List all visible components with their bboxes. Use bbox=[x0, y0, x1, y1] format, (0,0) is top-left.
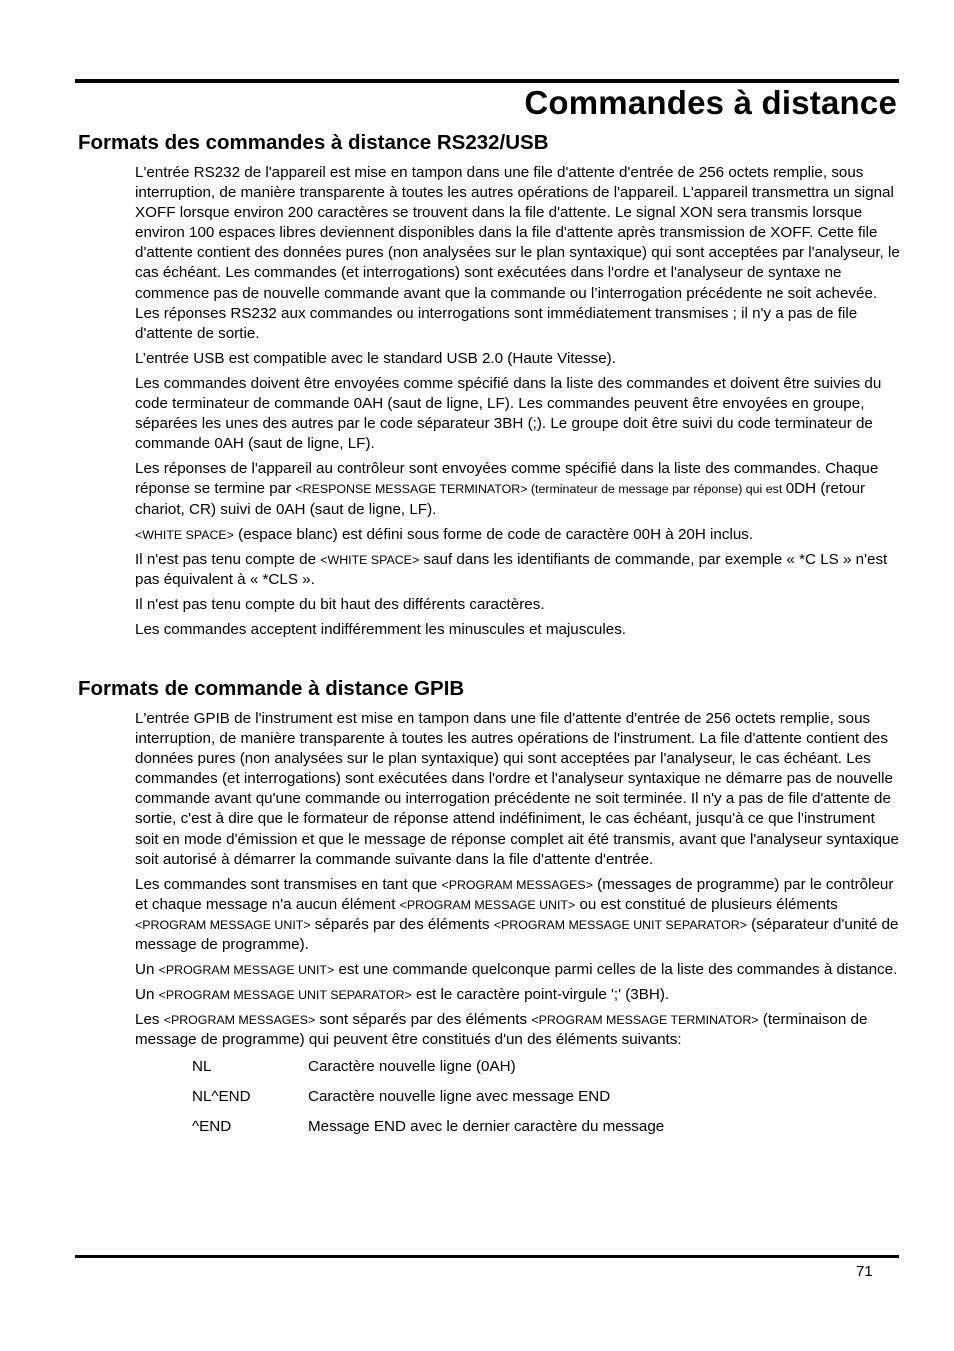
gpib-paragraph-1: L'entrée GPIB de l'instrument est mise en tampon dans une file d'attente d'entrée de 256 octets remplie, sous interruption, de manière transparente à toutes les autres opérations de l'instrument. La file d'attente contient des données pures (non analysées sur le plan syntaxique) qui sont acceptées par l'analyseur, le cas échéant. Les commandes (et interrogations) sont exécutées dans l'ordre et l'analyseur syntaxique ne démarre pas de nouvelle commande avant qu'une commande ou interrogation précédente ne soit terminée. Il n'y a pas de file d'attente de sortie, c'est à dire que le formateur de réponse attend indéfiniment, le cas échéant, jusqu'à ce que l'instrument soit en mode d'émission et que le message de réponse complet ait été transmis, avant que l'analyseur syntaxique soit autorisé à démarrer la commande suivante dans la file d'attente d'entrée. bbox=[135, 710, 899, 868]
gpib-paragraph-4: Un <PROGRAM MESSAGE UNIT SEPARATOR> est le caractère point-virgule ';' (3BH). bbox=[135, 986, 670, 1004]
gpib-paragraph-5: Les <PROGRAM MESSAGES> sont séparés par des éléments <PROGRAM MESSAGE TERMINATOR> (terminaison de message de programme) qui peuvent être constitués d'un des éléments suivants: bbox=[135, 1011, 868, 1049]
rs232-paragraph-4: Les réponses de l'appareil au contrôleur sont envoyées comme spécifié dans la liste des commandes. Chaque réponse se termine par <RESPONSE MESSAGE TERMINATOR> (terminateur de message par réponse) qui est 0DH (retour chariot, CR) suivi de 0AH (saut de ligne, LF). bbox=[135, 460, 879, 518]
gpib-paragraph-3: Un <PROGRAM MESSAGE UNIT> est une commande quelconque parmi celles de la liste des commandes à distance. bbox=[135, 961, 898, 979]
gpib-heading: Formats de commande à distance GPIB bbox=[78, 677, 465, 700]
rs232-paragraph-2: L’entrée USB est compatible avec le standard USB 2.0 (Haute Vitesse). bbox=[135, 349, 616, 367]
terminator-description: Message END avec le dernier caractère du message bbox=[308, 1117, 665, 1135]
terminator-term: NL^END bbox=[192, 1087, 251, 1105]
terminator-term: NL bbox=[192, 1057, 212, 1075]
terminator-description: Caractère nouvelle ligne avec message END bbox=[308, 1087, 611, 1105]
rs232-paragraph-1: L'entrée RS232 de l'appareil est mise en tampon dans une file d'attente d'entrée de 256 octets remplie, sous interruption, de manière transparente à toutes les autres opérations de l'appareil. L'appareil transmettra un signal XOFF lorsque environ 200 caractères se trouvent dans la file d'attente. Le signal XON sera transmis lorsque environ 100 espaces libres deviennent disponibles dans la file d'attente après transmission de XOFF. Cette file d'attente contient des données pures (non analysées sur le plan syntaxique) qui sont acceptées par l'analyseur, le cas échéant. Les commandes (et interrogations) sont exécutées dans l'ordre et l'analyseur de syntaxe ne commence pas de nouvelle commande avant que la commande ou l’interrogation précédente ne soit achevée. Les réponses RS232 aux commandes ou interrogations sont immédiatement transmises ; il n'y a pas de file d'attente de sortie. bbox=[135, 164, 900, 342]
rs232-paragraph-6: Il n'est pas tenu compte de <WHITE SPACE> sauf dans les identifiants de commande, par exemple « *C LS » n'est pas équivalent à « *CLS ». bbox=[135, 550, 888, 588]
list-item bbox=[135, 1087, 900, 1117]
gpib-paragraph-2: Les commandes sont transmises en tant que <PROGRAM MESSAGES> (messages de programme) par le contrôleur et chaque message n'a aucun élément <PROGRAM MESSAGE UNIT> ou est constitué de plusieurs éléments <PROGRAM MESSAGE UNIT> séparés par des éléments <PROGRAM MESSAGE UNIT SEPARATOR> (séparateur d'unité de message de programme). bbox=[135, 875, 899, 954]
terminator-term: ^END bbox=[192, 1117, 232, 1135]
rs232-heading: Formats des commandes à distance RS232/USB bbox=[78, 131, 549, 154]
rs232-paragraph-5: <WHITE SPACE> (espace blanc) est défini sous forme de code de caractère 00H à 20H inclus. bbox=[135, 525, 754, 543]
list-item bbox=[135, 1117, 900, 1147]
bottom-rule bbox=[75, 1255, 899, 1258]
page-title: Commandes à distance bbox=[524, 84, 897, 121]
gpib-section bbox=[135, 709, 900, 1147]
page-number: 71 bbox=[856, 1263, 873, 1280]
rs232-paragraph-7: Il n'est pas tenu compte du bit haut des différents caractères. bbox=[135, 595, 545, 613]
top-rule bbox=[75, 79, 899, 83]
rs232-section bbox=[135, 163, 900, 645]
rs232-paragraph-3: Les commandes doivent être envoyées comme spécifié dans la liste des commandes et doivent être suivies du code terminateur de commande 0AH (saut de ligne, LF). Les commandes peuvent être envoyées en groupe, séparées les unes des autres par le code séparateur 3BH (;). Le groupe doit être suivi du code terminateur de commande 0AH (saut de ligne, LF). bbox=[135, 374, 882, 453]
list-item bbox=[135, 1057, 900, 1087]
terminator-list bbox=[135, 1057, 900, 1147]
rs232-paragraph-8: Les commandes acceptent indifféremment les minuscules et majuscules. bbox=[135, 620, 627, 638]
terminator-description: Caractère nouvelle ligne (0AH) bbox=[308, 1057, 516, 1075]
